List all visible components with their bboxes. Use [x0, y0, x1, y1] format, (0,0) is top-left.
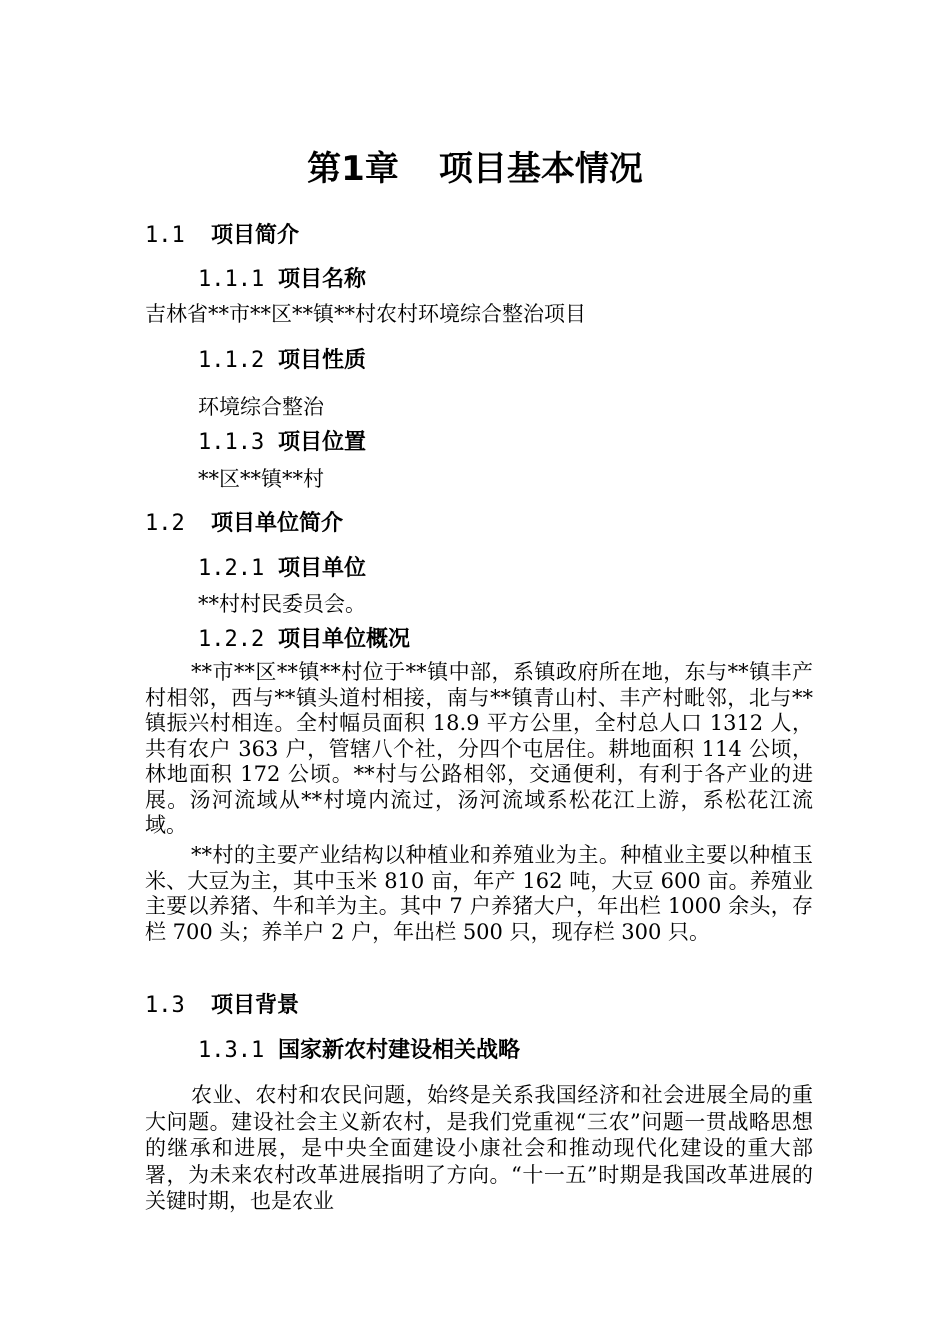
heading-1-1-1: [198, 264, 366, 295]
heading-1-2-2: [198, 624, 410, 655]
unit-overview-paragraph-1: **市**区**镇**村位于**镇中部，系镇政府所在地，东与**镇丰产村相邻，西与**镇头道村相接，南与**镇青山村、丰产村毗邻，北与**镇振兴村相连。全村幅员面积 18.9 平方公里，全村总人口 1312 人，共有农户 363 户，管辖八个社，分四个屯居住。耕地面积 114 公顷，林地面积 172 公顷。**村与公路相邻，交通便利，有利于各产业的进展。汤河流域从**村境内流过，汤河流域系松花江上游，系松花江流域。: [145, 660, 813, 837]
heading-number: 1.1.2: [198, 348, 265, 373]
heading-number: 1.1: [145, 223, 185, 248]
heading-1-1-3: [198, 427, 366, 458]
project-unit-text: **村村民委员会。: [198, 592, 366, 616]
chapter-title: [0, 146, 950, 192]
heading-1-1: [145, 220, 299, 251]
heading-text: 项目单位: [278, 556, 367, 581]
heading-text: 项目单位简介: [211, 511, 344, 536]
heading-number: 1.1.1: [198, 267, 265, 292]
heading-number: 1.2.1: [198, 556, 265, 581]
heading-number: 1.3: [145, 993, 185, 1018]
heading-1-2-1: [198, 553, 366, 584]
heading-number: 1.2.2: [198, 627, 265, 652]
project-nature-text: 环境综合整治: [198, 395, 324, 419]
heading-text: 项目名称: [278, 267, 367, 292]
project-location-text: **区**镇**村: [198, 467, 324, 491]
chapter-name: 项目基本情况: [438, 149, 643, 189]
heading-text: 项目性质: [278, 348, 367, 373]
heading-number: 1.1.3: [198, 430, 265, 455]
project-name-text: 吉林省**市**区**镇**村农村环境综合整治项目: [145, 302, 586, 326]
heading-number: 1.3.1: [198, 1038, 265, 1063]
heading-text: 国家新农村建设相关战略: [278, 1038, 521, 1063]
heading-1-2: [145, 508, 343, 539]
heading-text: 项目简介: [211, 223, 300, 248]
background-paragraph-1: 农业、农村和农民问题，始终是关系我国经济和社会进展全局的重大问题。建设社会主义新农村，是我们党重视“三农”问题一贯战略思想的继承和进展，是中央全面建设小康社会和推动现代化建设的重大部署，为未来农村改革进展指明了方向。“十一五”时期是我国改革进展的关键时期，也是农业: [145, 1083, 813, 1214]
unit-overview-paragraph-2: **村的主要产业结构以种植业和养殖业为主。种植业主要以种植玉米、大豆为主，其中玉米 810 亩，年产 162 吨，大豆 600 亩。养殖业主要以养猪、牛和羊为主。其中 7 户养猪大户，年出栏 1000 余头，存栏 700 头；养羊户 2 户，年出栏 500 只，现存栏 300 只。: [145, 843, 813, 944]
heading-text: 项目位置: [278, 430, 367, 455]
heading-number: 1.2: [145, 511, 185, 536]
heading-1-1-2: [198, 345, 366, 376]
heading-text: 项目单位概况: [278, 627, 411, 652]
heading-text: 项目背景: [211, 993, 300, 1018]
heading-1-3-1: [198, 1035, 520, 1066]
chapter-number: 第1章: [307, 149, 399, 189]
heading-1-3: [145, 990, 299, 1021]
